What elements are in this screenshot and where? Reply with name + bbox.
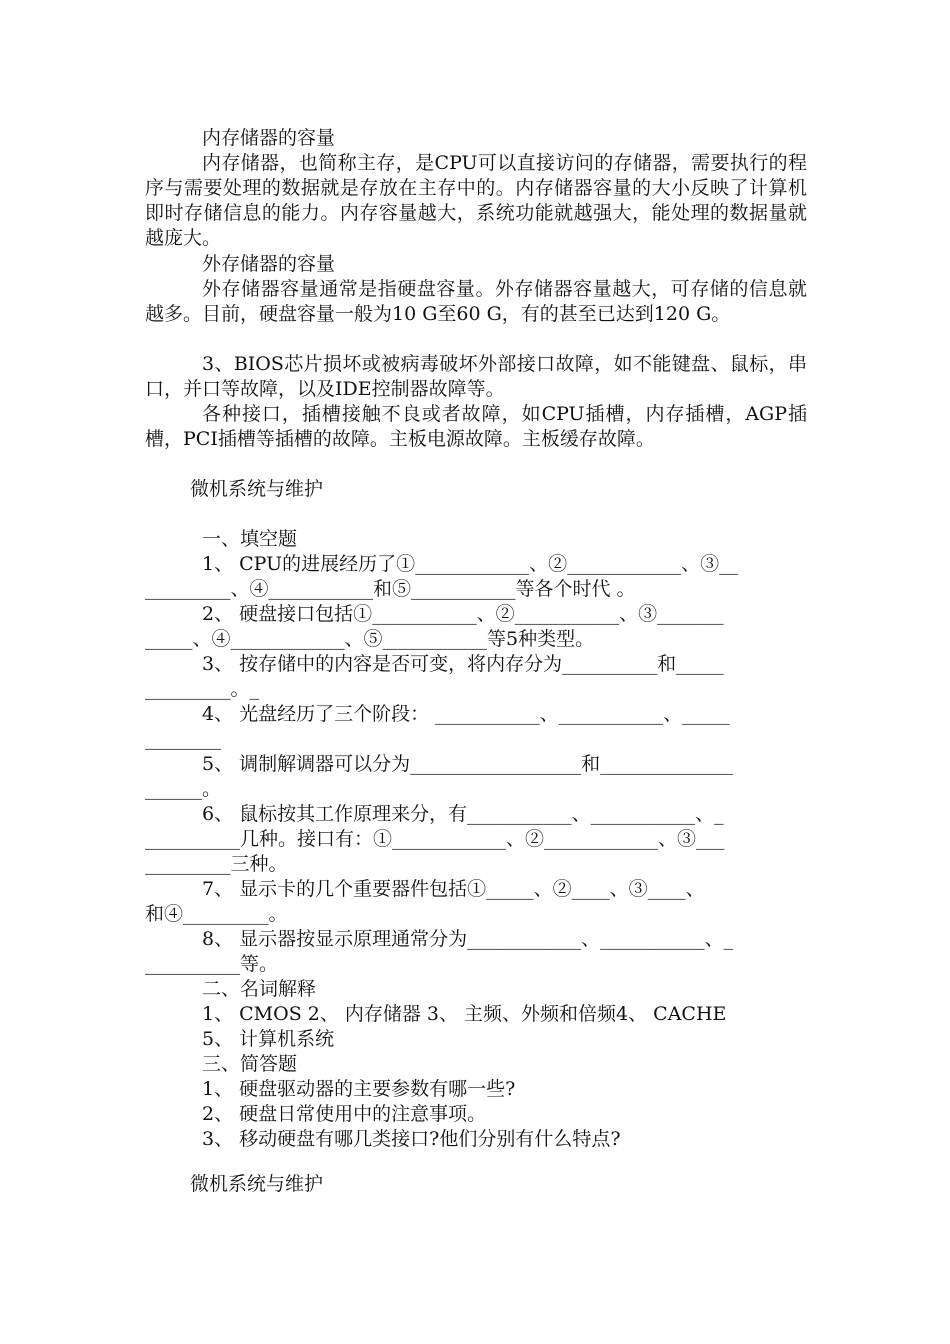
fill-in-line: 7、 显示卡的几个重要器件包括①_____、②____、③____、 (202, 878, 705, 900)
fill-in-heading: 一、填空题 (202, 528, 298, 550)
fill-in-line: __________等。 (145, 953, 279, 975)
section-slot-faults (145, 402, 807, 452)
fill-in-line: 1、 CPU的进展经历了①____________、②____________、③__ (202, 553, 739, 575)
heading-internal-memory: 内存储器的容量 (202, 127, 336, 149)
fill-in-line: 6、 鼠标按其工作原理来分，有___________、___________、_ (202, 803, 724, 825)
short-answer-question: 2、 硬盘日常使用中的注意事项。 (202, 1103, 487, 1125)
fill-in-line: _____、④____________、⑤___________等5种类型。 (145, 628, 595, 650)
fill-in-line: 5、 调制解调器可以分为__________________和______________ (202, 753, 734, 775)
short-answer-question: 3、 移动硬盘有哪几类接口?他们分别有什么特点? (202, 1128, 621, 1150)
fill-in-line: 8、 显示器按显示原理通常分为____________、___________、_ (202, 928, 734, 950)
fill-in-line: 和④_________。 (145, 903, 288, 925)
short-answer-heading: 三、简答题 (202, 1053, 298, 1075)
fill-in-line: __________几种。接口有：①____________、②____________、③___ (145, 828, 725, 850)
course-title: 微机系统与维护 (190, 478, 324, 500)
section-bios-faults (145, 352, 807, 402)
fill-in-line: 2、 硬盘接口包括①___________、②___________、③_______ (202, 603, 724, 625)
paragraph-slot-faults: 各种接口，插槽接触不良或者故障，如CPU插槽，内存插槽，AGP插槽，PCI插槽等插槽的故障。主板电源故障。主板缓存故障。 (145, 403, 807, 450)
fill-in-line: ______。 (145, 778, 222, 800)
fill-in-line: 4、 光盘经历了三个阶段： ___________、___________、_____ (202, 703, 730, 725)
section-internal-memory (145, 151, 807, 251)
section-external-memory (145, 277, 807, 327)
short-answer-question: 1、 硬盘驱动器的主要参数有哪一些? (202, 1078, 516, 1100)
fill-in-line: _________。_ (145, 678, 260, 700)
paragraph-internal-memory: 内存储器，也简称主存，是CPU可以直接访问的存储器，需要执行的程序与需要处理的数据就是存放在主存中的。内存储器容量的大小反映了计算机即时存储信息的能力。内存容量越大，系统功能就越强大，能处理的数据量就越庞大。 (145, 152, 807, 249)
definitions-line: 5、 计算机系统 (202, 1028, 335, 1050)
fill-in-line: 3、 按存储中的内容是否可变，将内存分为__________和_____ (202, 653, 724, 675)
heading-external-memory: 外存储器的容量 (202, 253, 336, 275)
course-title: 微机系统与维护 (190, 1173, 324, 1195)
paragraph-bios-faults: 3、BIOS芯片损坏或被病毒破坏外部接口故障，如不能键盘、鼠标，串口，并口等故障，以及IDE控制器故障等。 (145, 353, 807, 400)
fill-in-line: ________ (145, 728, 221, 750)
definitions-line: 1、 CMOS 2、 内存储器 3、 主频、外频和倍频4、 CACHE (202, 1003, 727, 1025)
paragraph-external-memory: 外存储器容量通常是指硬盘容量。外存储器容量越大，可存储的信息就越多。目前，硬盘容量一般为10 G至60 G，有的甚至已达到120 G。 (145, 278, 807, 325)
definitions-heading: 二、名词解释 (202, 978, 317, 1000)
fill-in-line: _________、④___________和⑤___________等各个时代 。 (145, 578, 636, 600)
fill-in-line: _________三种。 (145, 853, 288, 875)
